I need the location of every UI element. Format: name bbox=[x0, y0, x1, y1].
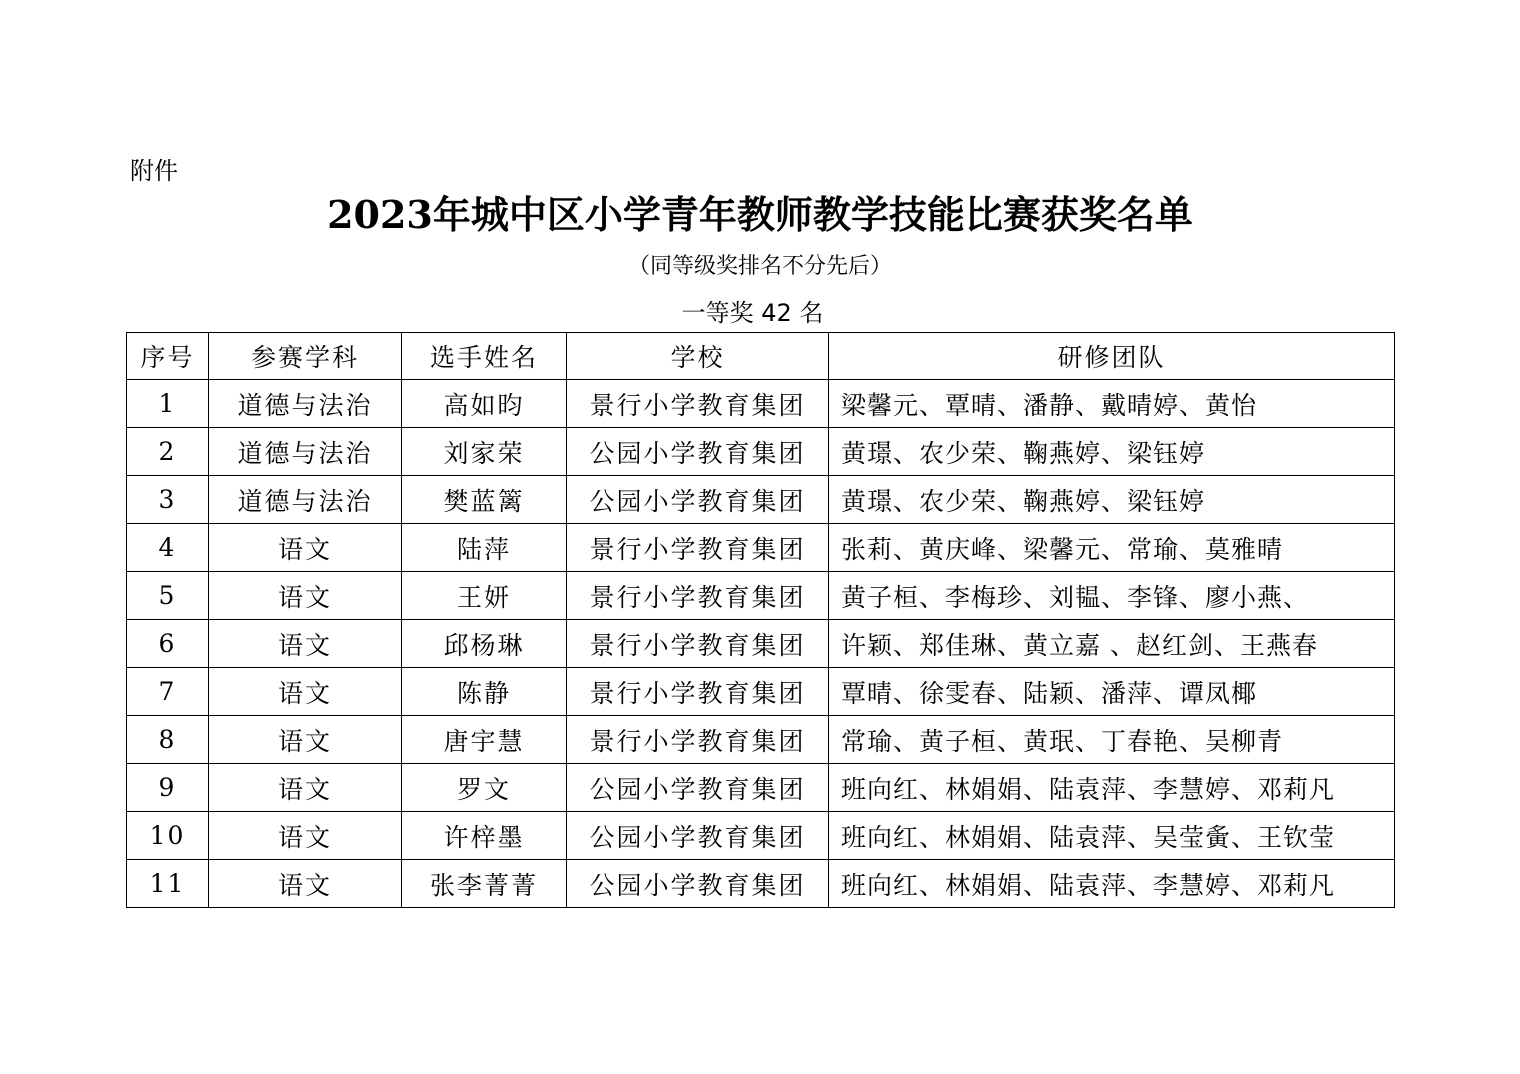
cell-index: 5 bbox=[127, 572, 209, 620]
attachment-label: 附件 bbox=[130, 157, 178, 185]
cell-index: 9 bbox=[127, 764, 209, 812]
cell-team: 黄子桓、李梅珍、刘韫、李锋、廖小燕、 bbox=[829, 572, 1395, 620]
cell-index: 4 bbox=[127, 524, 209, 572]
cell-index: 6 bbox=[127, 620, 209, 668]
cell-name: 王妍 bbox=[402, 572, 567, 620]
cell-team: 班向红、林娟娟、陆袁萍、李慧婷、邓莉凡 bbox=[829, 860, 1395, 908]
table-row bbox=[127, 668, 1395, 716]
cell-name: 张李菁菁 bbox=[402, 860, 567, 908]
cell-index: 2 bbox=[127, 428, 209, 476]
cell-index: 8 bbox=[127, 716, 209, 764]
cell-school: 公园小学教育集团 bbox=[567, 476, 829, 524]
cell-school: 景行小学教育集团 bbox=[567, 716, 829, 764]
cell-school: 景行小学教育集团 bbox=[567, 380, 829, 428]
table-row bbox=[127, 428, 1395, 476]
cell-school: 景行小学教育集团 bbox=[567, 668, 829, 716]
cell-school: 景行小学教育集团 bbox=[567, 572, 829, 620]
cell-index: 1 bbox=[127, 380, 209, 428]
cell-team: 黄璟、农少荣、鞠燕婷、梁钰婷 bbox=[829, 428, 1395, 476]
cell-school: 公园小学教育集团 bbox=[567, 860, 829, 908]
prize-heading: 一等奖 42 名 bbox=[681, 299, 824, 327]
cell-team: 梁馨元、覃晴、潘静、戴晴婷、黄怡 bbox=[829, 380, 1395, 428]
header-index: 序号 bbox=[127, 333, 209, 380]
award-table bbox=[126, 332, 1395, 908]
cell-team: 黄璟、农少荣、鞠燕婷、梁钰婷 bbox=[829, 476, 1395, 524]
cell-team: 覃晴、徐雯春、陆颖、潘萍、谭凤椰 bbox=[829, 668, 1395, 716]
cell-index: 11 bbox=[127, 860, 209, 908]
cell-subject: 语文 bbox=[209, 812, 402, 860]
cell-subject: 语文 bbox=[209, 764, 402, 812]
cell-name: 高如昀 bbox=[402, 380, 567, 428]
cell-subject: 语文 bbox=[209, 620, 402, 668]
table-row bbox=[127, 764, 1395, 812]
cell-name: 陈静 bbox=[402, 668, 567, 716]
cell-name: 许梓墨 bbox=[402, 812, 567, 860]
cell-school: 景行小学教育集团 bbox=[567, 620, 829, 668]
cell-name: 邱杨琳 bbox=[402, 620, 567, 668]
document-subtitle: （同等级奖排名不分先后） bbox=[627, 254, 892, 279]
header-school: 学校 bbox=[567, 333, 829, 380]
cell-name: 罗文 bbox=[402, 764, 567, 812]
table-row bbox=[127, 524, 1395, 572]
header-name: 选手姓名 bbox=[402, 333, 567, 380]
cell-index: 7 bbox=[127, 668, 209, 716]
table-row bbox=[127, 476, 1395, 524]
cell-team: 常瑜、黄子桓、黄珉、丁春艳、吴柳青 bbox=[829, 716, 1395, 764]
cell-team: 许颖、郑佳琳、黄立嘉 、赵红剑、王燕春 bbox=[829, 620, 1395, 668]
cell-index: 3 bbox=[127, 476, 209, 524]
table-row bbox=[127, 716, 1395, 764]
cell-team: 班向红、林娟娟、陆袁萍、吴莹夤、王钦莹 bbox=[829, 812, 1395, 860]
cell-subject: 道德与法治 bbox=[209, 380, 402, 428]
table-row bbox=[127, 620, 1395, 668]
cell-team: 张莉、黄庆峰、梁馨元、常瑜、莫雅晴 bbox=[829, 524, 1395, 572]
cell-subject: 道德与法治 bbox=[209, 476, 402, 524]
document-title: 2023年城中区小学青年教师教学技能比赛获奖名单 bbox=[327, 192, 1193, 237]
cell-name: 樊蓝篱 bbox=[402, 476, 567, 524]
cell-subject: 语文 bbox=[209, 860, 402, 908]
table-row bbox=[127, 860, 1395, 908]
cell-name: 陆萍 bbox=[402, 524, 567, 572]
cell-name: 唐宇慧 bbox=[402, 716, 567, 764]
cell-index: 10 bbox=[127, 812, 209, 860]
cell-subject: 语文 bbox=[209, 668, 402, 716]
cell-subject: 语文 bbox=[209, 524, 402, 572]
cell-subject: 道德与法治 bbox=[209, 428, 402, 476]
table-row bbox=[127, 380, 1395, 428]
cell-school: 公园小学教育集团 bbox=[567, 764, 829, 812]
cell-school: 公园小学教育集团 bbox=[567, 812, 829, 860]
header-subject: 参赛学科 bbox=[209, 333, 402, 380]
table-row bbox=[127, 572, 1395, 620]
cell-team: 班向红、林娟娟、陆袁萍、李慧婷、邓莉凡 bbox=[829, 764, 1395, 812]
header-team: 研修团队 bbox=[829, 333, 1395, 380]
cell-subject: 语文 bbox=[209, 572, 402, 620]
cell-name: 刘家荣 bbox=[402, 428, 567, 476]
cell-subject: 语文 bbox=[209, 716, 402, 764]
cell-school: 景行小学教育集团 bbox=[567, 524, 829, 572]
cell-school: 公园小学教育集团 bbox=[567, 428, 829, 476]
table-header-row bbox=[127, 333, 1395, 380]
table-row bbox=[127, 812, 1395, 860]
